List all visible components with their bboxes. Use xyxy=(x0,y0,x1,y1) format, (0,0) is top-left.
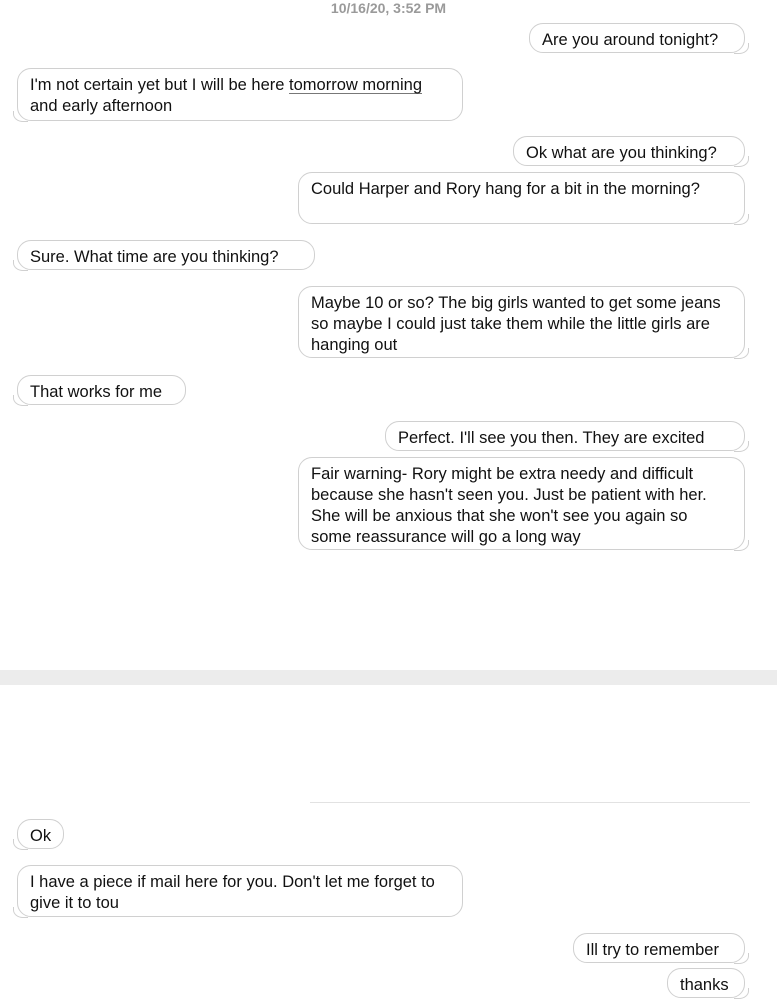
received-message-bubble[interactable] xyxy=(17,68,463,121)
received-message-bubble[interactable] xyxy=(17,240,315,270)
sent-message-bubble[interactable] xyxy=(573,933,745,963)
message-text: Sure. What time are you thinking? xyxy=(30,248,279,266)
sent-message-bubble[interactable] xyxy=(298,457,745,550)
message-text: Are you around tonight? xyxy=(542,31,719,49)
received-message-bubble[interactable] xyxy=(17,819,64,849)
date-link[interactable]: tomorrow morning xyxy=(289,76,422,94)
sent-message-bubble[interactable] xyxy=(385,421,745,451)
sent-message-bubble[interactable] xyxy=(298,172,745,224)
message-text: Fair warning- Rory might be extra needy and difficult because she hasn't seen you. Just be patient with her. She will be anxious that she won't see you again so some reassurance will go a long way xyxy=(311,465,707,546)
sent-message-bubble[interactable] xyxy=(298,286,745,358)
message-text: Ill try to remember xyxy=(586,941,719,959)
message-text: and early afternoon xyxy=(30,97,173,115)
message-text: Maybe 10 or so? The big girls wanted to get some jeans so maybe I could just take them while the little girls are hanging out xyxy=(311,294,721,354)
section-divider xyxy=(0,670,777,685)
scroll-separator-line xyxy=(310,802,750,803)
received-message-bubble[interactable] xyxy=(17,865,463,917)
message-text: I have a piece if mail here for you. Don't let me forget to give it to tou xyxy=(30,873,435,912)
message-text: Ok what are you thinking? xyxy=(526,144,717,162)
sent-message-bubble[interactable] xyxy=(667,968,745,998)
message-text: I'm not certain yet but I will be here xyxy=(30,76,290,94)
message-text: That works for me xyxy=(30,383,163,401)
message-text: thanks xyxy=(680,976,729,994)
sent-message-bubble[interactable] xyxy=(513,136,745,166)
sent-message-bubble[interactable] xyxy=(529,23,745,53)
message-text: Perfect. I'll see you then. They are excited xyxy=(398,429,705,447)
received-message-bubble[interactable] xyxy=(17,375,186,405)
message-text: Could Harper and Rory hang for a bit in the morning? xyxy=(311,180,700,198)
message-timestamp: 10/16/20, 3:52 PM xyxy=(330,0,447,16)
message-text: Ok xyxy=(30,827,52,845)
